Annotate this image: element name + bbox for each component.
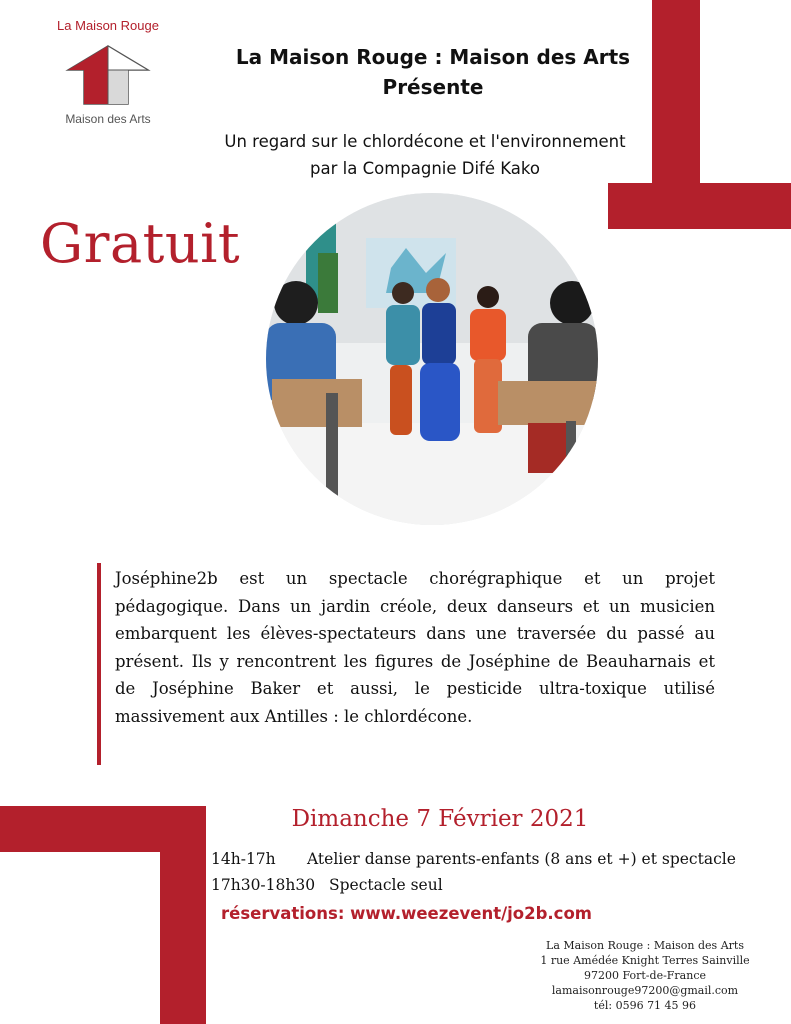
address-block [520,938,770,1013]
reservation-link[interactable]: réservations: www.weezevent/jo2b.com [221,904,592,923]
schedule-time: 17h30-18h30 [211,876,316,894]
header-line-1: La Maison Rouge : Maison des Arts [235,45,631,69]
performance-photo [266,193,598,525]
decorative-bar-bottom-left-vertical [160,806,206,1024]
schedule-activity: Spectacle seul [329,876,443,894]
address-email[interactable]: lamaisonrouge97200@gmail.com [551,984,739,997]
schedule-time: 14h-17h [211,850,276,868]
header-line-2: Présente [382,75,484,99]
schedule-activity: Atelier danse parents-enfants (8 ans et +) et spectacle [307,850,736,868]
page-subtitle [170,128,680,182]
schedule-row [211,872,736,898]
schedule-row [211,846,736,872]
address-phone: tél: 0596 71 45 96 [593,999,697,1012]
address-name: La Maison Rouge : Maison des Arts [546,939,744,952]
event-date: Dimanche 7 Février 2021 [291,806,589,832]
address-street: 1 rue Amédée Knight Terres Sainville [540,954,750,967]
address-city: 97200 Fort-de-France [583,969,706,982]
subtitle-line-1: Un regard sur le chlordécone et l'environnement [224,132,626,151]
logo-subtitle: Maison des Arts [65,112,151,126]
free-label: Gratuit [40,212,241,275]
description-text: Joséphine2b est un spectacle chorégraphique et un projet pédagogique. Dans un jardin créole, deux danseurs et un musicien embarquent les élèves-spectateurs dans une traversée du passé au présent. Ils y rencontrent les figures de Joséphine de Beauharnais et de Joséphine Baker et aussi, le pesticide ultra-toxique utilisé massivement aux Antilles : le chlordécone. [115,569,715,726]
subtitle-line-2: par la Compagnie Difé Kako [310,159,540,178]
description-block [97,563,715,765]
page-header [190,42,676,102]
logo-title: La Maison Rouge [57,18,159,33]
house-icon [64,40,152,108]
decorative-bar-top-right-horizontal [608,183,791,229]
logo [48,18,168,130]
schedule [211,846,736,898]
